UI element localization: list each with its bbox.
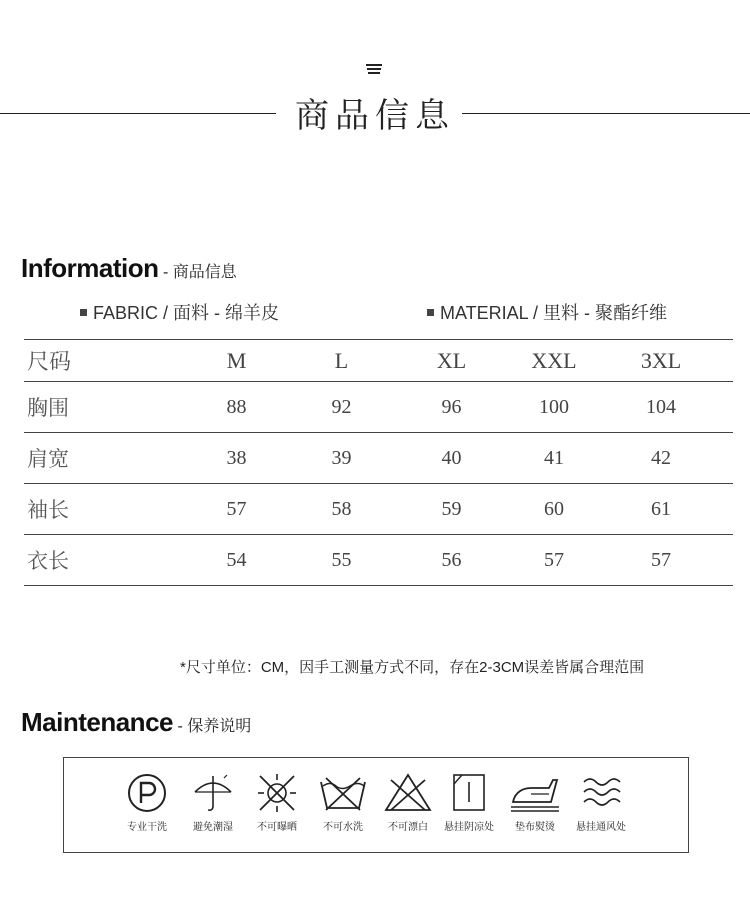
care-item — [434, 772, 504, 833]
table-cell: 40 — [384, 433, 519, 484]
table-cell: 56 — [384, 535, 519, 586]
information-title-cn: - 商品信息 — [162, 264, 237, 281]
table-row — [24, 535, 733, 586]
care-instructions-box — [63, 757, 689, 853]
hang-dry-shade-icon — [446, 772, 492, 814]
iron-with-cloth-icon — [509, 772, 561, 814]
table-row-label: 衣长 — [24, 535, 174, 586]
fabric-text: FABRIC / 面料 - 绵羊皮 — [93, 303, 280, 323]
table-cell: 88 — [174, 382, 299, 433]
table-header-cell: M — [174, 340, 299, 382]
care-item — [112, 772, 182, 833]
maintenance-heading — [21, 707, 251, 738]
table-cell: 55 — [299, 535, 384, 586]
no-bleach-icon — [383, 772, 433, 814]
table-cell: 57 — [519, 535, 589, 586]
table-row — [24, 382, 733, 433]
table-row — [24, 484, 733, 535]
table-row — [24, 433, 733, 484]
fabric-info — [80, 299, 279, 325]
table-cell: 92 — [299, 382, 384, 433]
table-cell: 100 — [519, 382, 589, 433]
care-item — [566, 772, 636, 833]
square-bullet-icon — [427, 309, 434, 316]
table-header-cell: XL — [384, 340, 519, 382]
page-title: 商品信息 — [295, 96, 455, 136]
table-header-cell: 3XL — [589, 340, 733, 382]
table-header-cell: 尺码 — [24, 340, 174, 382]
professional-dry-clean-icon — [124, 772, 170, 814]
table-header-row — [24, 340, 733, 382]
maintenance-title-en: Maintenance — [21, 707, 173, 737]
material-info — [427, 299, 667, 325]
table-cell: 59 — [384, 484, 519, 535]
square-bullet-icon — [80, 309, 87, 316]
table-cell: 39 — [299, 433, 384, 484]
table-row-label: 袖长 — [24, 484, 174, 535]
table-row-label: 胸围 — [24, 382, 174, 433]
care-label: 悬挂通风处 — [576, 822, 626, 833]
no-wash-icon — [318, 772, 368, 814]
table-cell: 104 — [589, 382, 733, 433]
header-line-left — [0, 113, 276, 114]
table-cell: 60 — [519, 484, 589, 535]
hang-ventilated-icon — [578, 772, 624, 814]
table-cell: 41 — [519, 433, 589, 484]
information-title-en: Information — [21, 253, 159, 283]
header-decoration — [366, 64, 382, 76]
header-line-right — [462, 113, 750, 114]
table-cell: 57 — [589, 535, 733, 586]
care-item — [178, 772, 248, 833]
maintenance-title-cn: - 保养说明 — [177, 718, 252, 735]
table-cell: 61 — [589, 484, 733, 535]
care-label: 专业干洗 — [127, 822, 167, 833]
care-item — [500, 772, 570, 833]
avoid-humidity-icon — [190, 772, 236, 814]
table-cell: 42 — [589, 433, 733, 484]
care-label: 不可漂白 — [388, 822, 428, 833]
table-cell: 58 — [299, 484, 384, 535]
care-label: 不可曝晒 — [257, 822, 297, 833]
care-item — [308, 772, 378, 833]
care-item — [242, 772, 312, 833]
table-cell: 54 — [174, 535, 299, 586]
information-heading — [21, 253, 237, 284]
care-label: 垫布熨烫 — [515, 822, 555, 833]
care-item — [373, 772, 443, 833]
table-row-label: 肩宽 — [24, 433, 174, 484]
size-table — [24, 339, 733, 586]
table-header-cell: XXL — [519, 340, 589, 382]
care-label: 避免潮湿 — [193, 822, 233, 833]
table-header-cell: L — [299, 340, 384, 382]
table-cell: 38 — [174, 433, 299, 484]
table-cell: 96 — [384, 382, 519, 433]
care-label: 不可水洗 — [323, 822, 363, 833]
care-label: 悬挂阴凉处 — [444, 822, 494, 833]
table-cell: 57 — [174, 484, 299, 535]
no-sun-dry-icon — [254, 772, 300, 814]
material-text: MATERIAL / 里料 - 聚酯纤维 — [440, 303, 668, 323]
measurement-note: *尺寸单位：CM，因手工测量方式不同，存在2-3CM误差皆属合理范围 — [180, 659, 645, 676]
